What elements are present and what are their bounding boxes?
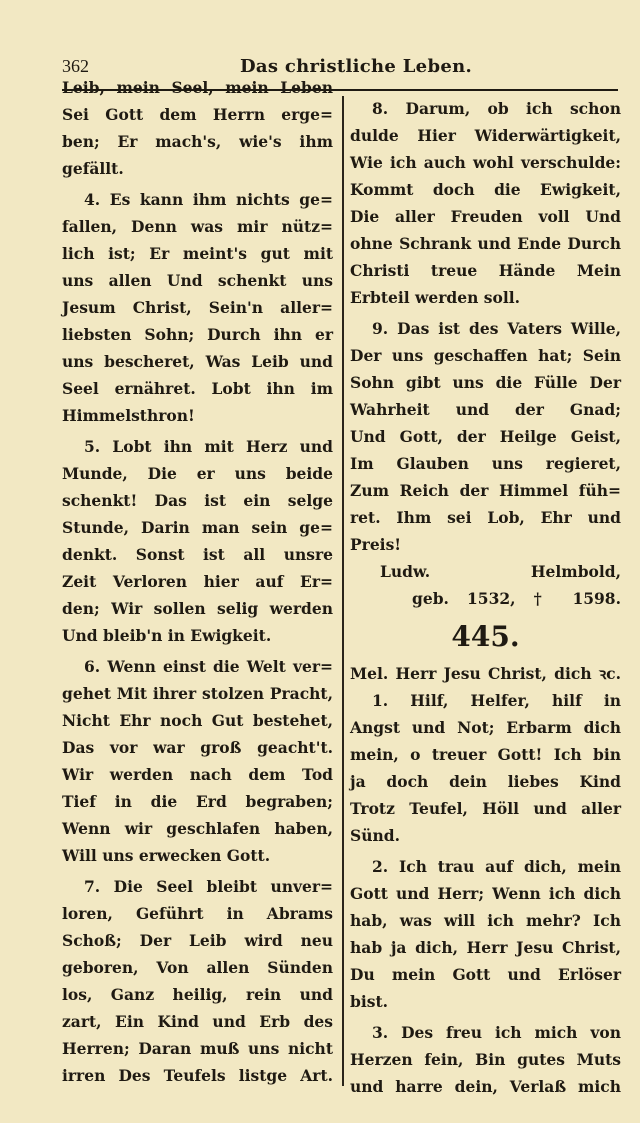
verse-line: zart, Ein Kind und Erb des (62, 1012, 333, 1031)
verse-line: Himmelsthron! (62, 406, 195, 425)
verse-line: den; Wir sollen selig werden (62, 599, 333, 618)
verse-line: 6. Wenn einst die Welt ver= (84, 657, 333, 676)
verse-line: mein, o treuer Gott! Ich bin (350, 745, 621, 764)
verse-line: 8. Darum, ob ich schon (372, 99, 621, 118)
verse-line: ret. Ihm sei Lob, Ehr und (350, 508, 621, 527)
verse-line: Herzen fein, Bin gutes Muts (350, 1050, 621, 1069)
verse-line: gefällt. (62, 159, 124, 178)
verse-line: Wir werden nach dem Tod (62, 765, 333, 784)
verse-line: Christi treue Hände Mein (350, 261, 621, 280)
stanza (62, 653, 333, 869)
melody-line: Mel. Herr Jesu Christ, dich ꝛc. (350, 664, 621, 683)
verse-line: Wie ich auch wohl verschulde: (350, 153, 621, 172)
verse-line: Zum Reich der Himmel füh= (350, 481, 621, 500)
verse-line: bist. (350, 992, 389, 1011)
stanza (350, 1019, 621, 1100)
running-title: Das christliche Leben. (240, 56, 473, 77)
verse-line: Und Gott, der Heilge Geist, (350, 427, 621, 446)
stanza (62, 873, 333, 1089)
verse-line: Will uns erwecken Gott. (62, 846, 271, 865)
verse-line: Tief in die Erd begraben; (62, 792, 333, 811)
stanza (350, 853, 621, 1015)
verse-line: Im Glauben uns regieret, (350, 454, 621, 473)
verse-line: ohne Schrank und Ende Durch (350, 234, 621, 253)
verse-line: Die aller Freuden voll Und (350, 207, 621, 226)
verse-line: uns allen Und schenkt uns (62, 271, 333, 290)
verse-line: Munde, Die er uns beide (62, 464, 333, 483)
verse-line: ja doch dein liebes Kind (350, 772, 621, 791)
verse-line: Gott und Herr; Wenn ich dich (350, 884, 621, 903)
verse-line: Herren; Daran muß uns nicht (62, 1039, 333, 1058)
verse-line: Trotz Teufel, Höll und aller (350, 799, 621, 818)
verse-line: Leib, mein Seel, mein Leben (62, 78, 333, 97)
verse-line: Sei Gott dem Herrn erge= (62, 105, 333, 124)
stanzas-hymn-444-end (350, 95, 621, 558)
verse-line: hab ja dich, Herr Jesu Christ, (350, 938, 621, 957)
verse-line: 2. Ich trau auf dich, mein (372, 857, 621, 876)
verse-line: Du mein Gott und Erlöser (350, 965, 621, 984)
verse-line: Nicht Ehr noch Gut bestehet, (62, 711, 333, 730)
verse-line: Schoß; Der Leib wird neu (62, 931, 333, 950)
verse-line: 5. Lobt ihn mit Herz und (84, 437, 333, 456)
verse-line: Erbteil werden soll. (350, 288, 520, 307)
verse-line: Preis! (350, 535, 402, 554)
stanza (62, 74, 333, 182)
verse-line: Wenn wir geschlafen haben, (62, 819, 333, 838)
verse-line: irren Des Teufels listge Art. (62, 1066, 333, 1085)
verse-line: Angst und Not; Erbarm dich (350, 718, 621, 737)
stanza (62, 186, 333, 429)
column-divider (342, 96, 344, 1086)
verse-line: fallen, Denn was mir nütz= (62, 217, 333, 236)
verse-line: Kommt doch die Ewigkeit, (350, 180, 621, 199)
verse-line: denkt. Sonst ist all unsre (62, 545, 333, 564)
verse-line: Zeit Verloren hier auf Er= (62, 572, 333, 591)
author-name: Ludw. Helmbold, (380, 562, 621, 581)
verse-line: 1. Hilf, Helfer, hilf in (372, 691, 621, 710)
verse-line: Seel ernähret. Lobt ihn im (62, 379, 333, 398)
verse-line: hab, was will ich mehr? Ich (350, 911, 621, 930)
verse-line: dulde Hier Widerwärtigkeit, (350, 126, 621, 145)
verse-line: und harre dein, Verlaß mich (350, 1077, 621, 1096)
verse-line: lich ist; Er meint's gut mit (62, 244, 333, 263)
right-column (350, 95, 621, 1100)
page-number: 362 (62, 56, 89, 76)
left-column (62, 74, 333, 1089)
verse-line: 3. Des freu ich mich von (372, 1023, 621, 1042)
verse-line: Und bleib'n in Ewigkeit. (62, 626, 272, 645)
verse-line: schenkt! Das ist ein selge (62, 491, 333, 510)
verse-line: liebsten Sohn; Durch ihn er (62, 325, 333, 344)
stanza (350, 315, 621, 558)
verse-line: loren, Geführt in Abrams (62, 904, 333, 923)
hymn-number: 445. (451, 620, 520, 653)
author-dates: geb. 1532, † 1598. (412, 589, 621, 608)
verse-line: los, Ganz heilig, rein und (62, 985, 333, 1004)
verse-line: uns bescheret, Was Leib und (62, 352, 333, 371)
verse-line: Sohn gibt uns die Fülle Der (350, 373, 621, 392)
verse-line: 7. Die Seel bleibt unver= (84, 877, 333, 896)
verse-line: 4. Es kann ihm nichts ge= (84, 190, 333, 209)
verse-line: Stunde, Darin man sein ge= (62, 518, 333, 537)
verse-line: Jesum Christ, Sein'n aller= (62, 298, 333, 317)
verse-line: Wahrheit und der Gnad; (350, 400, 621, 419)
verse-line: 9. Das ist des Vaters Wille, (372, 319, 621, 338)
verse-line: Das vor war groß geacht't. (62, 738, 333, 757)
stanzas-hymn-445 (350, 687, 621, 1100)
verse-line: gehet Mit ihrer stolzen Pracht, (62, 684, 333, 703)
stanza (350, 95, 621, 311)
stanza (62, 433, 333, 649)
verse-line: ben; Er mach's, wie's ihm (62, 132, 333, 151)
stanza (350, 687, 621, 849)
verse-line: Der uns geschaffen hat; Sein (350, 346, 621, 365)
verse-line: Sünd. (350, 826, 400, 845)
verse-line: geboren, Von allen Sünden (62, 958, 333, 977)
